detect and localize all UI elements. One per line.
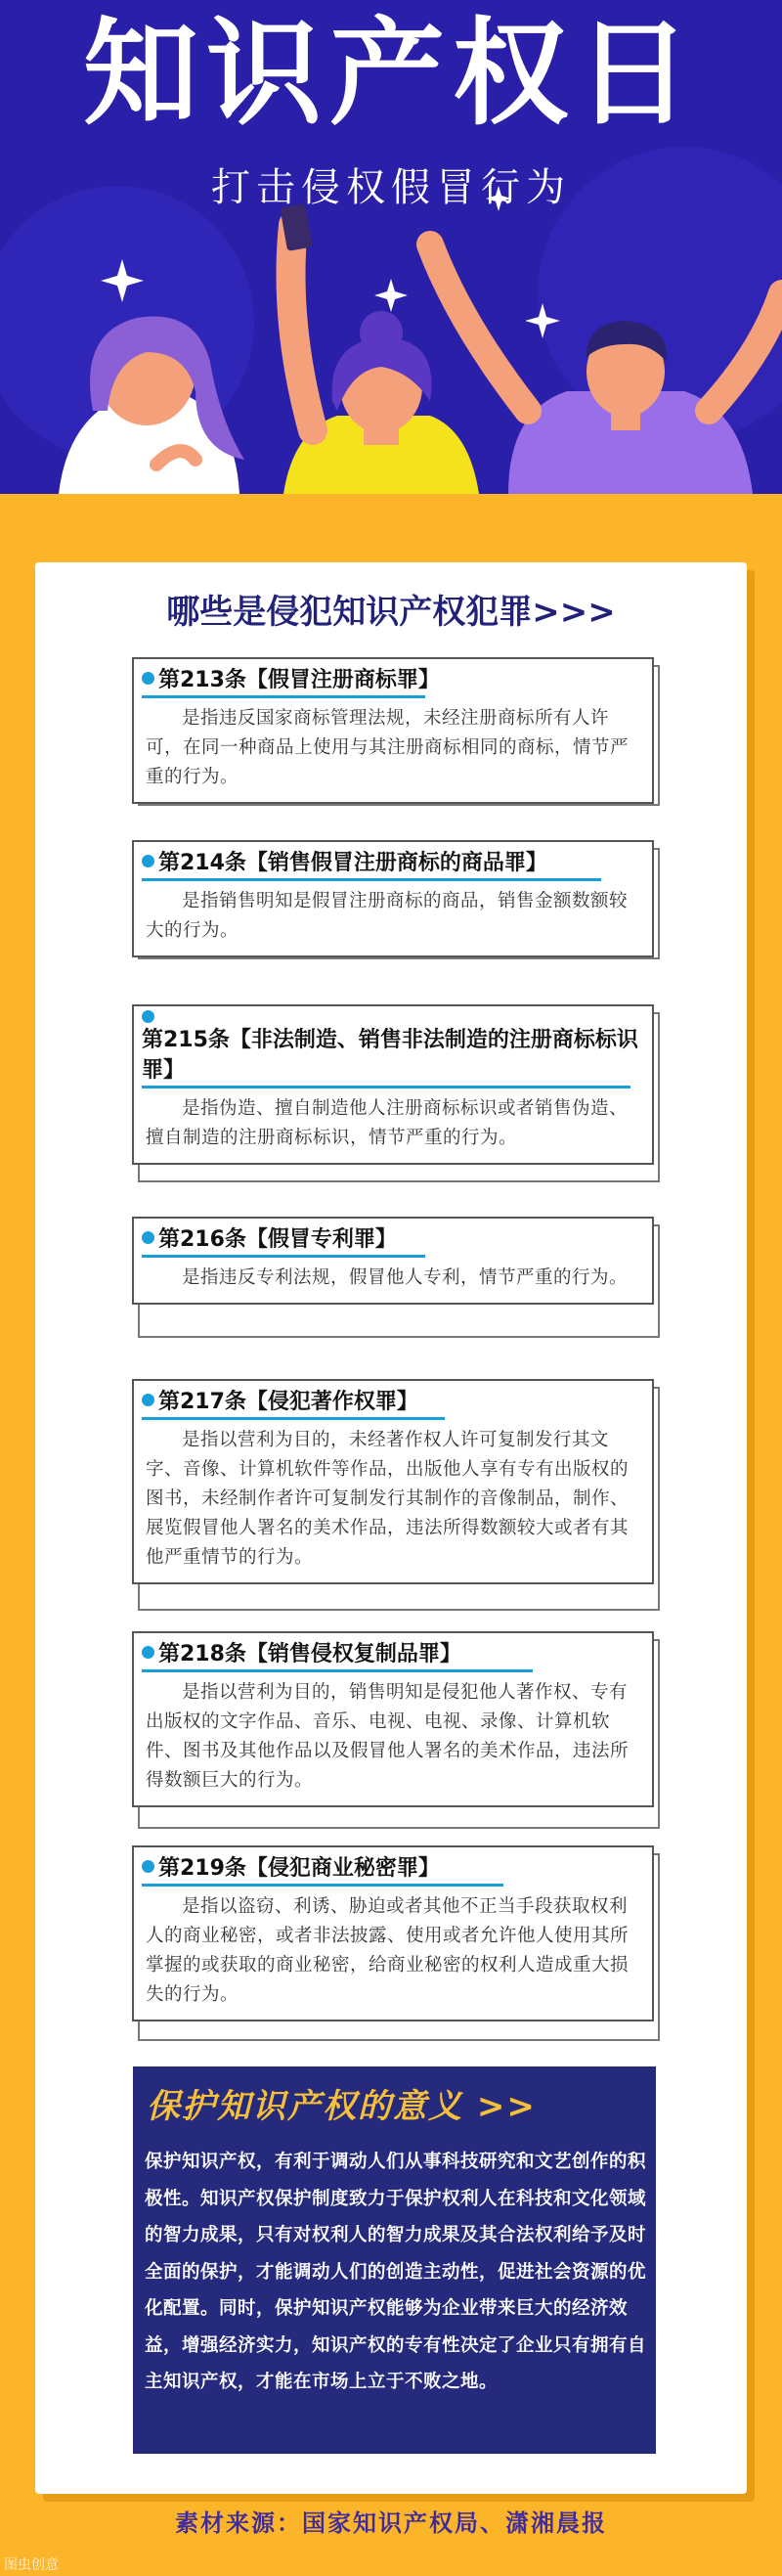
crime-description: 是指违反专利法规，假冒他人专利，情节严重的行为。 — [182, 1267, 629, 1288]
bullet-dot-icon — [142, 672, 154, 685]
crime-card — [132, 1217, 654, 1305]
title-underline — [142, 1669, 533, 1672]
crime-title: 第217条【侵犯著作权罪】 — [158, 1390, 418, 1414]
hero-banner — [0, 0, 782, 494]
crime-card — [132, 1004, 654, 1165]
title-underline — [142, 1086, 630, 1088]
source-credit: 素材来源：国家知识产权局、潇湘晨报 — [175, 2509, 607, 2537]
bullet-dot-icon — [142, 855, 154, 867]
crime-description: 是指以营利为目的，未经著作权人许可复制发行其文字、音像、计算机软件等作品，出版他人享有专有出版权的图书，未经制作者许可复制发行其制作的音像制品，制作、展览假冒他人署名的美术作品，违法所得数额较大或者有其他严重情节的行为。 — [146, 1430, 630, 1568]
crime-card — [132, 1379, 654, 1584]
crime-description: 是指以盗窃、利诱、胁迫或者其他不正当手段获取权利人的商业秘密，或者非法披露、使用或者允许他人使用其所掌握的或获取的商业秘密，给商业秘密的权利人造成重大损失的行为。 — [146, 1896, 630, 2005]
title-underline — [142, 1255, 425, 1258]
crime-description: 是指违反国家商标管理法规，未经注册商标所有人许可，在同一种商品上使用与其注册商标相同的商标，情节严重的行为。 — [146, 708, 630, 787]
bullet-dot-icon — [142, 1646, 154, 1659]
page-subtitle: 打击侵权假冒行为 — [211, 165, 571, 210]
person-middle-illustration — [280, 203, 479, 494]
crime-title: 第216条【假冒专利罪】 — [158, 1227, 397, 1252]
crime-card — [132, 1845, 654, 2021]
crime-description: 是指销售明知是假冒注册商标的商品，销售金额数额较大的行为。 — [146, 891, 629, 941]
title-underline — [142, 878, 601, 881]
crime-description: 是指以营利为目的，销售明知是侵犯他人著作权、专有出版权的文字作品、音乐、电视、电视、录像、计算机软件、图书及其他作品以及假冒他人署名的美术作品，违法所得数额巨大的行为。 — [146, 1682, 630, 1791]
crime-title: 第213条【假冒注册商标罪】 — [158, 668, 440, 692]
bullet-dot-icon — [142, 1231, 154, 1244]
crime-title: 第218条【销售侵权复制品罪】 — [158, 1642, 461, 1666]
significance-title: 保护知识产权的意义 >> — [147, 2087, 537, 2126]
bullet-dot-icon — [142, 1860, 154, 1873]
significance-body: 保护知识产权，有利于调动人们从事科技研究和文艺创作的积极性。知识产权保护制度致力于保护权利人在科技和文化领域的智力成果，只有对权利人的智力成果及其合法权利给予及时全面的保护，才能调动人们的创造主动性，促进社会资源的优化配置。同时，保护知识产权能够为企业带来巨大的经济效益，增强经济实力，知识产权的专有性决定了企业只有拥有自主知识产权，才能在市场上立于不败之地。 — [145, 2152, 647, 2392]
bullet-dot-icon — [142, 1394, 154, 1406]
bullet-dot-icon — [142, 1010, 154, 1023]
title-underline — [142, 1417, 445, 1420]
crime-title: 第214条【销售假冒注册商标的商品罪】 — [158, 851, 547, 875]
crime-card — [132, 1631, 654, 1807]
section-title: 哪些是侵犯知识产权犯罪>>> — [166, 593, 616, 632]
crime-card — [132, 657, 654, 804]
title-underline — [142, 1884, 503, 1887]
crime-title: 第215条【非法制造、销售非法制造的注册商标标识罪】 — [142, 1028, 638, 1083]
page-title: 知识产权日 — [82, 6, 699, 141]
title-underline — [142, 695, 425, 698]
crime-card — [132, 840, 654, 957]
watermark: 图虫创意 — [4, 2557, 59, 2573]
crime-description: 是指伪造、擅自制造他人注册商标标识或者销售伪造、擅自制造的注册商标标识，情节严重的行为。 — [146, 1098, 629, 1148]
crime-title: 第219条【侵犯商业秘密罪】 — [158, 1856, 440, 1881]
